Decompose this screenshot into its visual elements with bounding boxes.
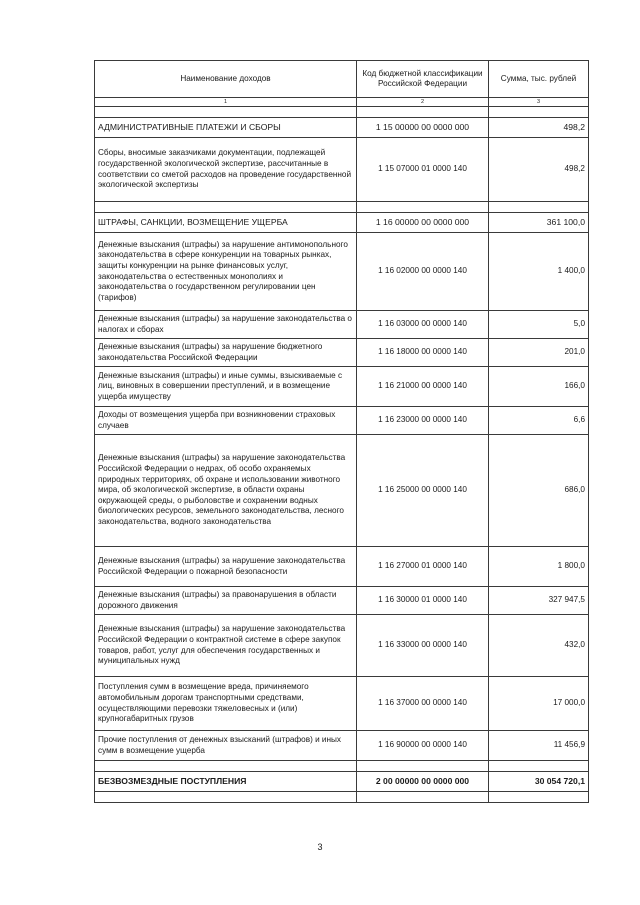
amount: 327 947,5 — [489, 587, 589, 615]
budget-code: 1 16 21000 00 0000 140 — [357, 367, 489, 407]
amount: 5,0 — [489, 311, 589, 339]
budget-code: 1 16 25000 00 0000 140 — [357, 435, 489, 547]
revenue-table — [94, 60, 589, 803]
column-number: 1 — [95, 98, 357, 107]
revenue-name: Денежные взыскания (штрафы) за нарушение антимонопольного законодательства в сфере конкуренции на товарных рынках, защиты конкуренции на рынке финансовых услуг, законодательства о естественных монополиях и законодательства о государственном регулировании цен (тарифов) — [95, 233, 357, 311]
budget-code: 1 16 23000 00 0000 140 — [357, 407, 489, 435]
blank-row — [95, 761, 589, 772]
revenue-name: Денежные взыскания (штрафы) за нарушение законодательства Российской Федерации о недрах, об особо охраняемых природных территориях, об охране и использовании животного мира, об экологической экспертизе, в области охраны окружающей среды, о рыболовстве и сохранении водных биологических ресурсов, земельного законодательства, лесного законодательства, водного законодательства — [95, 435, 357, 547]
revenue-name: Денежные взыскания (штрафы) за нарушение законодательства Российской Федерации о пожарной безопасности — [95, 547, 357, 587]
revenue-name: Денежные взыскания (штрафы) за нарушение бюджетного законодательства Российской Федерации — [95, 339, 357, 367]
page-number: 3 — [317, 842, 323, 852]
table-row — [95, 615, 589, 677]
section-row-gratuitous-receipts — [95, 772, 589, 792]
revenue-name: Денежные взыскания (штрафы) за нарушение законодательства о налогах и сборах — [95, 311, 357, 339]
amount: 6,6 — [489, 407, 589, 435]
budget-code: 1 16 33000 00 0000 140 — [357, 615, 489, 677]
table-row — [95, 233, 589, 311]
table-row — [95, 677, 589, 731]
budget-code: 1 16 18000 00 0000 140 — [357, 339, 489, 367]
header-budget-code: Код бюджетной классификации Российской Федерации — [357, 61, 489, 98]
section-row-admin-fees — [95, 118, 589, 138]
amount: 432,0 — [489, 615, 589, 677]
blank-row — [95, 107, 589, 118]
budget-code: 1 16 00000 00 0000 000 — [357, 213, 489, 233]
header-amount: Сумма, тыс. рублей — [489, 61, 589, 98]
amount: 17 000,0 — [489, 677, 589, 731]
blank-row — [95, 202, 589, 213]
revenue-name: Доходы от возмещения ущерба при возникновении страховых случаев — [95, 407, 357, 435]
revenue-name: АДМИНИСТРАТИВНЫЕ ПЛАТЕЖИ И СБОРЫ — [95, 118, 357, 138]
table-row — [95, 547, 589, 587]
amount: 201,0 — [489, 339, 589, 367]
amount: 166,0 — [489, 367, 589, 407]
amount: 1 400,0 — [489, 233, 589, 311]
amount: 498,2 — [489, 118, 589, 138]
column-number: 2 — [357, 98, 489, 107]
amount: 686,0 — [489, 435, 589, 547]
table-row — [95, 731, 589, 761]
budget-code: 1 16 02000 00 0000 140 — [357, 233, 489, 311]
amount: 30 054 720,1 — [489, 772, 589, 792]
table-header-row — [95, 61, 589, 98]
revenue-name: БЕЗВОЗМЕЗДНЫЕ ПОСТУПЛЕНИЯ — [95, 772, 357, 792]
budget-code: 1 16 27000 01 0000 140 — [357, 547, 489, 587]
revenue-name: Денежные взыскания (штрафы) и иные суммы, взыскиваемые с лиц, виновных в совершении преступлений, и в возмещение ущерба имуществу — [95, 367, 357, 407]
budget-code: 1 15 07000 01 0000 140 — [357, 138, 489, 202]
revenue-name: Сборы, вносимые заказчиками документации, подлежащей государственной экологической экспертизе, рассчитанные в соответствии со сметой расходов на проведение государственной экологической экспертизы — [95, 138, 357, 202]
budget-code: 1 16 37000 00 0000 140 — [357, 677, 489, 731]
revenue-name: Денежные взыскания (штрафы) за нарушение законодательства Российской Федерации о контрактной системе в сфере закупок товаров, работ, услуг для обеспечения государственных и муниципальных нужд — [95, 615, 357, 677]
budget-code: 1 16 90000 00 0000 140 — [357, 731, 489, 761]
table-row — [95, 587, 589, 615]
revenue-name: Поступления сумм в возмещение вреда, причиняемого автомобильным дорогам транспортными средствами, осуществляющими перевозки тяжеловесных и (или) крупногабаритных грузов — [95, 677, 357, 731]
blank-row — [95, 792, 589, 803]
amount: 1 800,0 — [489, 547, 589, 587]
column-number: 3 — [489, 98, 589, 107]
revenue-name: Денежные взыскания (штрафы) за правонарушения в области дорожного движения — [95, 587, 357, 615]
amount: 498,2 — [489, 138, 589, 202]
amount: 11 456,9 — [489, 731, 589, 761]
header-revenue-name: Наименование доходов — [95, 61, 357, 98]
budget-code: 2 00 00000 00 0000 000 — [357, 772, 489, 792]
table-row — [95, 311, 589, 339]
budget-code: 1 16 03000 00 0000 140 — [357, 311, 489, 339]
table-row — [95, 435, 589, 547]
revenue-name: Прочие поступления от денежных взысканий (штрафов) и иных сумм в возмещение ущерба — [95, 731, 357, 761]
budget-code: 1 15 00000 00 0000 000 — [357, 118, 489, 138]
revenue-name: ШТРАФЫ, САНКЦИИ, ВОЗМЕЩЕНИЕ УЩЕРБА — [95, 213, 357, 233]
section-row-fines — [95, 213, 589, 233]
table-row — [95, 339, 589, 367]
table-row — [95, 138, 589, 202]
table-row — [95, 407, 589, 435]
table-row — [95, 367, 589, 407]
amount: 361 100,0 — [489, 213, 589, 233]
column-numbers-row — [95, 98, 589, 107]
budget-code: 1 16 30000 01 0000 140 — [357, 587, 489, 615]
